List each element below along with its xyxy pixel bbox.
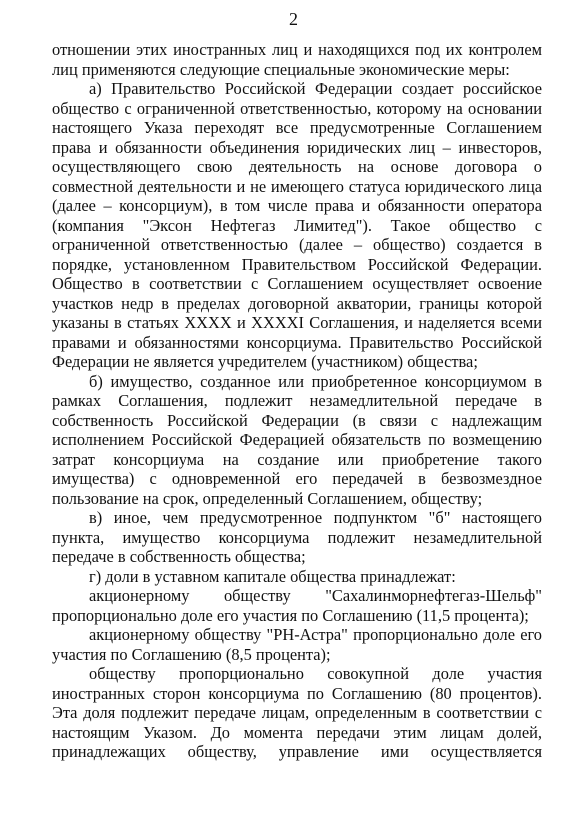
paragraph-share-rn-astra: акционерному обществу "РН-Астра" пропорционально доле его участия по Соглашению (8,5 процента); xyxy=(52,625,542,664)
paragraph-intro-continuation: отношении этих иностранных лиц и находящихся под их контролем лиц применяются следующие специальные экономические меры: xyxy=(52,40,542,79)
paragraph-item-b: б) имущество, созданное или приобретенное консорциумом в рамках Соглашения, подлежит незамедлительной передаче в собственность Российской Федерации (в связи с надлежащим исполнением Российской Федерацией обязательств по возмещению затрат консорциума на создание или приобретение такого имущества) с одновременной его передачей в безвозмездное пользование на срок, определенный Соглашением, обществу; xyxy=(52,371,542,508)
paragraph-item-a: а) Правительство Российской Федерации создает российское общество с ограниченной ответственностью, которому на основании настоящего Указа переходят все предусмотренные Соглашением права и обязанности объединения юридических лиц – инвесторов, осуществляющего свою деятельность на основе договора о совместной деятельности и не имеющего статуса юридического лица (далее – консорциум), в том числе права и обязанности оператора (компания "Эксон Нефтегаз Лимитед"). Такое общество с ограниченной ответственностью (далее – общество) создается в порядке, установленном Правительством Российской Федерации. Общество в соответствии с Соглашением осуществляет освоение участков недр в пределах договорной акватории, границы которой указаны в статьях XXXX и XXXXI Соглашения, и наделяется всеми правами и обязанностями консорциума. Правительство Российской Федерации не является учредителем (участником) общества; xyxy=(52,79,542,371)
document-body xyxy=(52,40,542,762)
paragraph-share-society: обществу пропорционально совокупной доле участия иностранных сторон консорциума по Соглашению (80 процентов). Эта доля подлежит передаче лицам, определенным в соответствии с настоящим Указом. До момента передачи этим лицам долей, принадлежащих обществу, управление ими осуществляется xyxy=(52,664,542,761)
page-number: 2 xyxy=(289,9,298,29)
paragraph-item-v: в) иное, чем предусмотренное подпунктом "б" настоящего пункта, имущество консорциума подлежит незамедлительной передаче в собственность общества; xyxy=(52,508,542,566)
paragraph-item-g: г) доли в уставном капитале общества принадлежат: xyxy=(89,566,456,586)
paragraph-share-sakhalinmorneftegaz: акционерному обществу "Сахалинморнефтегаз-Шельф" пропорционально доле его участия по Соглашению (11,5 процента); xyxy=(52,586,542,625)
